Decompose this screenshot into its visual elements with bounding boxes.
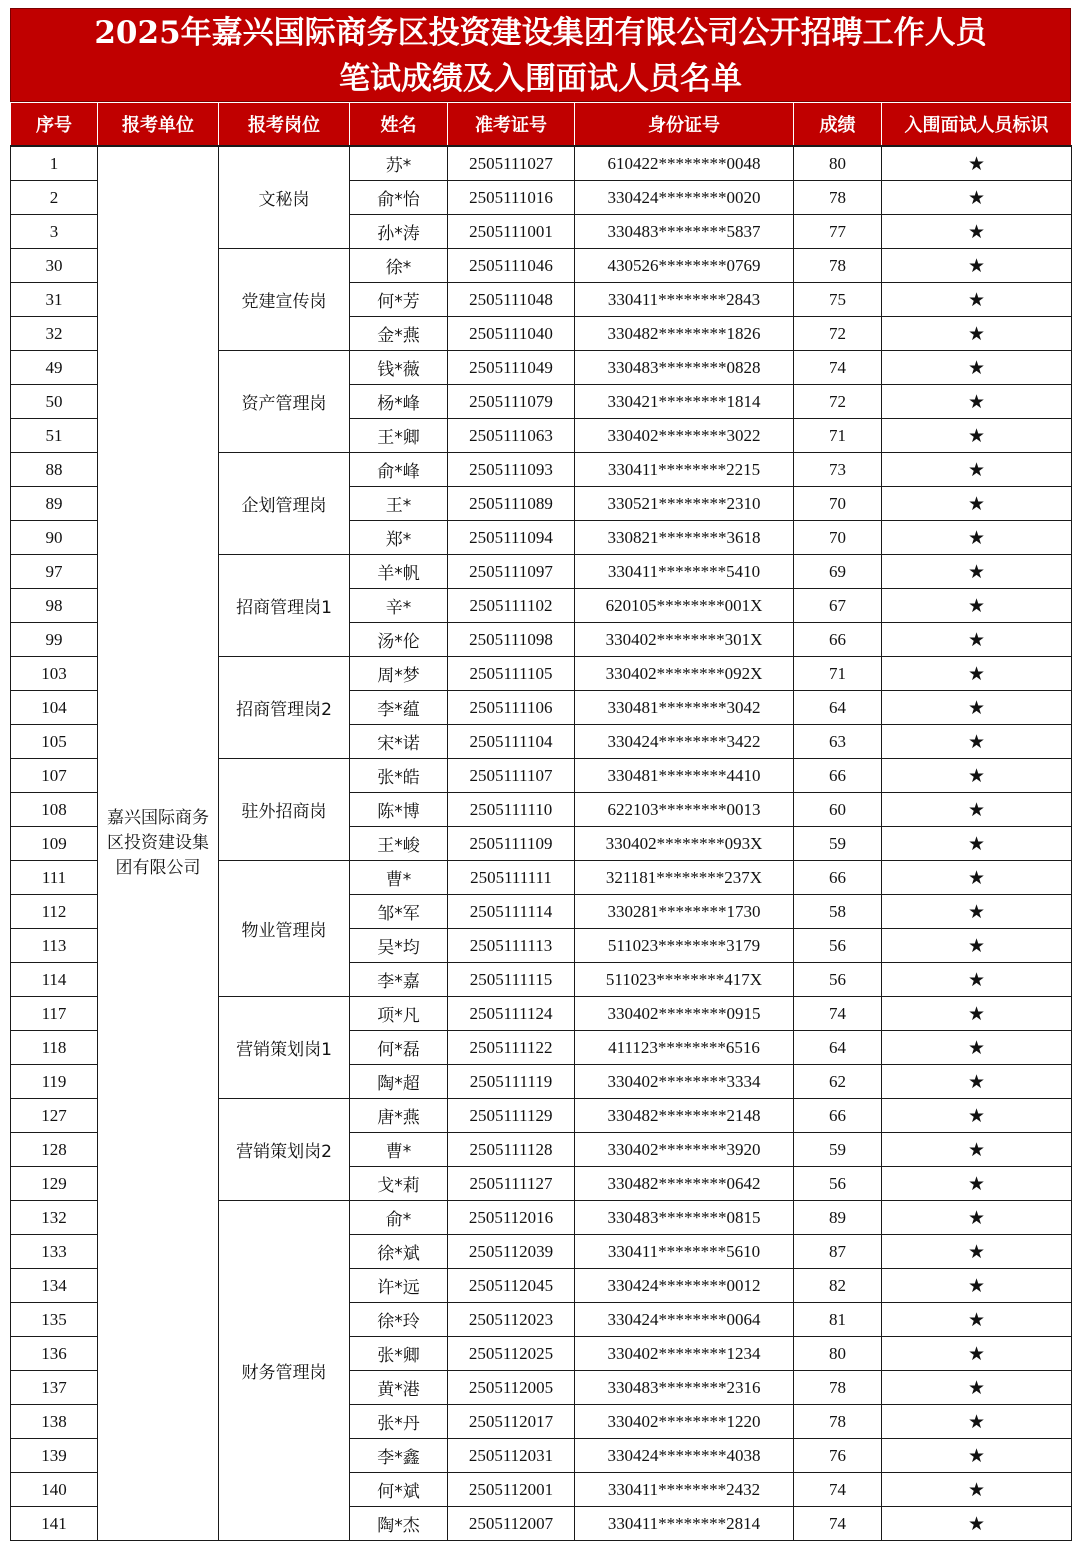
- score-cell: 77: [794, 215, 882, 249]
- id-card-cell: 330402********1234: [575, 1337, 794, 1371]
- score-cell: 70: [794, 521, 882, 555]
- score-cell: 74: [794, 997, 882, 1031]
- exam-id-cell: 2505111098: [448, 623, 575, 657]
- star-icon: ★: [882, 215, 1072, 249]
- name-cell: 何*斌: [350, 1473, 448, 1507]
- seq-cell: 109: [11, 827, 98, 861]
- star-icon: ★: [882, 1337, 1072, 1371]
- post-cell: 驻外招商岗: [219, 759, 350, 861]
- seq-cell: 2: [11, 181, 98, 215]
- id-card-cell: 610422********0048: [575, 146, 794, 181]
- score-cell: 60: [794, 793, 882, 827]
- exam-id-cell: 2505111111: [448, 861, 575, 895]
- id-card-cell: 330483********2316: [575, 1371, 794, 1405]
- seq-cell: 97: [11, 555, 98, 589]
- star-icon: ★: [882, 1303, 1072, 1337]
- id-card-cell: 330482********2148: [575, 1099, 794, 1133]
- name-cell: 汤*伦: [350, 623, 448, 657]
- exam-id-cell: 2505111094: [448, 521, 575, 555]
- name-cell: 徐*斌: [350, 1235, 448, 1269]
- score-cell: 63: [794, 725, 882, 759]
- id-card-cell: 330402********3920: [575, 1133, 794, 1167]
- seq-cell: 132: [11, 1201, 98, 1235]
- seq-cell: 98: [11, 589, 98, 623]
- seq-cell: 128: [11, 1133, 98, 1167]
- seq-cell: 113: [11, 929, 98, 963]
- id-card-cell: 620105********001X: [575, 589, 794, 623]
- id-card-cell: 330281********1730: [575, 895, 794, 929]
- exam-id-cell: 2505111089: [448, 487, 575, 521]
- exam-id-cell: 2505112023: [448, 1303, 575, 1337]
- id-card-cell: 330424********0020: [575, 181, 794, 215]
- star-icon: ★: [882, 827, 1072, 861]
- header-id-card: 身份证号: [575, 103, 794, 147]
- exam-id-cell: 2505112005: [448, 1371, 575, 1405]
- star-icon: ★: [882, 146, 1072, 181]
- id-card-cell: 330483********0815: [575, 1201, 794, 1235]
- exam-id-cell: 2505111102: [448, 589, 575, 623]
- score-cell: 80: [794, 1337, 882, 1371]
- id-card-cell: 330411********2814: [575, 1507, 794, 1541]
- seq-cell: 1: [11, 146, 98, 181]
- star-icon: ★: [882, 1371, 1072, 1405]
- id-card-cell: 511023********417X: [575, 963, 794, 997]
- name-cell: 黄*港: [350, 1371, 448, 1405]
- score-cell: 56: [794, 929, 882, 963]
- name-cell: 羊*帆: [350, 555, 448, 589]
- seq-cell: 139: [11, 1439, 98, 1473]
- name-cell: 吴*均: [350, 929, 448, 963]
- name-cell: 邹*军: [350, 895, 448, 929]
- seq-cell: 127: [11, 1099, 98, 1133]
- star-icon: ★: [882, 759, 1072, 793]
- seq-cell: 108: [11, 793, 98, 827]
- star-icon: ★: [882, 521, 1072, 555]
- score-cell: 71: [794, 419, 882, 453]
- name-cell: 李*嘉: [350, 963, 448, 997]
- seq-cell: 111: [11, 861, 98, 895]
- score-cell: 64: [794, 691, 882, 725]
- score-cell: 74: [794, 1473, 882, 1507]
- header-name: 姓名: [350, 103, 448, 147]
- seq-cell: 104: [11, 691, 98, 725]
- id-card-cell: 330521********2310: [575, 487, 794, 521]
- id-card-cell: 330481********3042: [575, 691, 794, 725]
- score-cell: 73: [794, 453, 882, 487]
- score-cell: 66: [794, 623, 882, 657]
- exam-id-cell: 2505111040: [448, 317, 575, 351]
- header-interview-mark: 入围面试人员标识: [882, 103, 1072, 147]
- score-cell: 78: [794, 1371, 882, 1405]
- exam-id-cell: 2505111104: [448, 725, 575, 759]
- name-cell: 张*丹: [350, 1405, 448, 1439]
- seq-cell: 140: [11, 1473, 98, 1507]
- score-cell: 80: [794, 146, 882, 181]
- exam-id-cell: 2505112039: [448, 1235, 575, 1269]
- star-icon: ★: [882, 1439, 1072, 1473]
- star-icon: ★: [882, 963, 1072, 997]
- seq-cell: 119: [11, 1065, 98, 1099]
- exam-id-cell: 2505111046: [448, 249, 575, 283]
- name-cell: 俞*怡: [350, 181, 448, 215]
- star-icon: ★: [882, 589, 1072, 623]
- exam-id-cell: 2505111110: [448, 793, 575, 827]
- star-icon: ★: [882, 487, 1072, 521]
- name-cell: 陈*博: [350, 793, 448, 827]
- score-cell: 56: [794, 1167, 882, 1201]
- star-icon: ★: [882, 181, 1072, 215]
- id-card-cell: 330482********1826: [575, 317, 794, 351]
- star-icon: ★: [882, 351, 1072, 385]
- id-card-cell: 330424********0012: [575, 1269, 794, 1303]
- name-cell: 王*卿: [350, 419, 448, 453]
- exam-id-cell: 2505111093: [448, 453, 575, 487]
- name-cell: 辛*: [350, 589, 448, 623]
- score-cell: 58: [794, 895, 882, 929]
- seq-cell: 88: [11, 453, 98, 487]
- exam-id-cell: 2505111124: [448, 997, 575, 1031]
- score-cell: 74: [794, 1507, 882, 1541]
- score-cell: 78: [794, 181, 882, 215]
- id-card-cell: 330402********093X: [575, 827, 794, 861]
- score-cell: 59: [794, 1133, 882, 1167]
- star-icon: ★: [882, 1405, 1072, 1439]
- name-cell: 周*梦: [350, 657, 448, 691]
- seq-cell: 105: [11, 725, 98, 759]
- exam-id-cell: 2505111079: [448, 385, 575, 419]
- exam-id-cell: 2505111016: [448, 181, 575, 215]
- name-cell: 徐*: [350, 249, 448, 283]
- exam-id-cell: 2505111049: [448, 351, 575, 385]
- id-card-cell: 330482********0642: [575, 1167, 794, 1201]
- id-card-cell: 411123********6516: [575, 1031, 794, 1065]
- name-cell: 项*凡: [350, 997, 448, 1031]
- name-cell: 许*远: [350, 1269, 448, 1303]
- name-cell: 唐*燕: [350, 1099, 448, 1133]
- seq-cell: 134: [11, 1269, 98, 1303]
- star-icon: ★: [882, 1269, 1072, 1303]
- post-cell: 文秘岗: [219, 146, 350, 249]
- exam-id-cell: 2505111115: [448, 963, 575, 997]
- id-card-cell: 330402********1220: [575, 1405, 794, 1439]
- exam-id-cell: 2505112017: [448, 1405, 575, 1439]
- score-cell: 56: [794, 963, 882, 997]
- star-icon: ★: [882, 453, 1072, 487]
- seq-cell: 112: [11, 895, 98, 929]
- score-cell: 82: [794, 1269, 882, 1303]
- name-cell: 孙*涛: [350, 215, 448, 249]
- exam-id-cell: 2505111119: [448, 1065, 575, 1099]
- id-card-cell: 330411********5410: [575, 555, 794, 589]
- seq-cell: 89: [11, 487, 98, 521]
- exam-id-cell: 2505111063: [448, 419, 575, 453]
- score-cell: 87: [794, 1235, 882, 1269]
- id-card-cell: 330402********301X: [575, 623, 794, 657]
- id-card-cell: 330821********3618: [575, 521, 794, 555]
- title-line-2: 笔试成绩及入围面试人员名单: [339, 61, 742, 97]
- id-card-cell: 330481********4410: [575, 759, 794, 793]
- star-icon: ★: [882, 1065, 1072, 1099]
- score-cell: 62: [794, 1065, 882, 1099]
- name-cell: 金*燕: [350, 317, 448, 351]
- name-cell: 王*峻: [350, 827, 448, 861]
- star-icon: ★: [882, 385, 1072, 419]
- score-cell: 76: [794, 1439, 882, 1473]
- score-cell: 67: [794, 589, 882, 623]
- results-sheet: [10, 8, 1071, 1541]
- unit-cell: 嘉兴国际商务区投资建设集团有限公司: [98, 146, 219, 1541]
- star-icon: ★: [882, 1099, 1072, 1133]
- seq-cell: 50: [11, 385, 98, 419]
- exam-id-cell: 2505111122: [448, 1031, 575, 1065]
- id-card-cell: 330421********1814: [575, 385, 794, 419]
- seq-cell: 51: [11, 419, 98, 453]
- star-icon: ★: [882, 1507, 1072, 1541]
- star-icon: ★: [882, 725, 1072, 759]
- post-cell: 资产管理岗: [219, 351, 350, 453]
- post-cell: 财务管理岗: [219, 1201, 350, 1541]
- score-cell: 75: [794, 283, 882, 317]
- exam-id-cell: 2505111048: [448, 283, 575, 317]
- seq-cell: 135: [11, 1303, 98, 1337]
- seq-cell: 129: [11, 1167, 98, 1201]
- name-cell: 俞*峰: [350, 453, 448, 487]
- score-cell: 70: [794, 487, 882, 521]
- exam-id-cell: 2505112016: [448, 1201, 575, 1235]
- post-cell: 营销策划岗1: [219, 997, 350, 1099]
- exam-id-cell: 2505111127: [448, 1167, 575, 1201]
- id-card-cell: 330411********2843: [575, 283, 794, 317]
- exam-id-cell: 2505112031: [448, 1439, 575, 1473]
- seq-cell: 138: [11, 1405, 98, 1439]
- name-cell: 张*皓: [350, 759, 448, 793]
- score-cell: 71: [794, 657, 882, 691]
- score-cell: 89: [794, 1201, 882, 1235]
- exam-id-cell: 2505112045: [448, 1269, 575, 1303]
- seq-cell: 136: [11, 1337, 98, 1371]
- exam-id-cell: 2505111107: [448, 759, 575, 793]
- exam-id-cell: 2505111105: [448, 657, 575, 691]
- seq-cell: 32: [11, 317, 98, 351]
- seq-cell: 118: [11, 1031, 98, 1065]
- score-cell: 72: [794, 317, 882, 351]
- star-icon: ★: [882, 1473, 1072, 1507]
- id-card-cell: 330424********0064: [575, 1303, 794, 1337]
- title-banner: [10, 8, 1071, 102]
- seq-cell: 133: [11, 1235, 98, 1269]
- id-card-cell: 511023********3179: [575, 929, 794, 963]
- star-icon: ★: [882, 793, 1072, 827]
- header-seq: 序号: [11, 103, 98, 147]
- table-row: [11, 146, 1072, 181]
- name-cell: 陶*超: [350, 1065, 448, 1099]
- id-card-cell: 330402********3022: [575, 419, 794, 453]
- post-cell: 招商管理岗1: [219, 555, 350, 657]
- title-line-1: 2025年嘉兴国际商务区投资建设集团有限公司公开招聘工作人员: [94, 15, 987, 51]
- name-cell: 杨*峰: [350, 385, 448, 419]
- name-cell: 俞*: [350, 1201, 448, 1235]
- score-cell: 66: [794, 759, 882, 793]
- score-cell: 72: [794, 385, 882, 419]
- star-icon: ★: [882, 895, 1072, 929]
- score-cell: 59: [794, 827, 882, 861]
- star-icon: ★: [882, 691, 1072, 725]
- name-cell: 郑*: [350, 521, 448, 555]
- name-cell: 李*鑫: [350, 1439, 448, 1473]
- id-card-cell: 330424********3422: [575, 725, 794, 759]
- seq-cell: 90: [11, 521, 98, 555]
- score-cell: 69: [794, 555, 882, 589]
- star-icon: ★: [882, 1167, 1072, 1201]
- results-table: [10, 102, 1072, 1541]
- score-cell: 78: [794, 1405, 882, 1439]
- score-cell: 74: [794, 351, 882, 385]
- seq-cell: 103: [11, 657, 98, 691]
- id-card-cell: 330402********092X: [575, 657, 794, 691]
- exam-id-cell: 2505112025: [448, 1337, 575, 1371]
- star-icon: ★: [882, 929, 1072, 963]
- name-cell: 曹*: [350, 1133, 448, 1167]
- star-icon: ★: [882, 623, 1072, 657]
- seq-cell: 30: [11, 249, 98, 283]
- header-row: [11, 103, 1072, 147]
- header-score: 成绩: [794, 103, 882, 147]
- id-card-cell: 330402********3334: [575, 1065, 794, 1099]
- seq-cell: 137: [11, 1371, 98, 1405]
- name-cell: 戈*莉: [350, 1167, 448, 1201]
- star-icon: ★: [882, 1201, 1072, 1235]
- name-cell: 徐*玲: [350, 1303, 448, 1337]
- star-icon: ★: [882, 419, 1072, 453]
- name-cell: 苏*: [350, 146, 448, 181]
- name-cell: 张*卿: [350, 1337, 448, 1371]
- score-cell: 66: [794, 861, 882, 895]
- table-body: [11, 146, 1072, 1541]
- post-cell: 招商管理岗2: [219, 657, 350, 759]
- id-card-cell: 430526********0769: [575, 249, 794, 283]
- exam-id-cell: 2505111128: [448, 1133, 575, 1167]
- score-cell: 64: [794, 1031, 882, 1065]
- id-card-cell: 330411********2432: [575, 1473, 794, 1507]
- score-cell: 66: [794, 1099, 882, 1133]
- star-icon: ★: [882, 555, 1072, 589]
- post-cell: 营销策划岗2: [219, 1099, 350, 1201]
- id-card-cell: 321181********237X: [575, 861, 794, 895]
- id-card-cell: 330411********5610: [575, 1235, 794, 1269]
- post-cell: 物业管理岗: [219, 861, 350, 997]
- name-cell: 陶*杰: [350, 1507, 448, 1541]
- id-card-cell: 330483********0828: [575, 351, 794, 385]
- id-card-cell: 330483********5837: [575, 215, 794, 249]
- header-unit: 报考单位: [98, 103, 219, 147]
- seq-cell: 107: [11, 759, 98, 793]
- name-cell: 王*: [350, 487, 448, 521]
- id-card-cell: 330411********2215: [575, 453, 794, 487]
- name-cell: 何*磊: [350, 1031, 448, 1065]
- star-icon: ★: [882, 861, 1072, 895]
- id-card-cell: 330402********0915: [575, 997, 794, 1031]
- post-cell: 党建宣传岗: [219, 249, 350, 351]
- seq-cell: 141: [11, 1507, 98, 1541]
- exam-id-cell: 2505111097: [448, 555, 575, 589]
- star-icon: ★: [882, 317, 1072, 351]
- name-cell: 何*芳: [350, 283, 448, 317]
- id-card-cell: 330424********4038: [575, 1439, 794, 1473]
- seq-cell: 114: [11, 963, 98, 997]
- star-icon: ★: [882, 657, 1072, 691]
- star-icon: ★: [882, 1133, 1072, 1167]
- seq-cell: 117: [11, 997, 98, 1031]
- seq-cell: 3: [11, 215, 98, 249]
- exam-id-cell: 2505111001: [448, 215, 575, 249]
- star-icon: ★: [882, 997, 1072, 1031]
- star-icon: ★: [882, 1031, 1072, 1065]
- name-cell: 曹*: [350, 861, 448, 895]
- exam-id-cell: 2505111027: [448, 146, 575, 181]
- score-cell: 81: [794, 1303, 882, 1337]
- id-card-cell: 622103********0013: [575, 793, 794, 827]
- seq-cell: 31: [11, 283, 98, 317]
- exam-id-cell: 2505111106: [448, 691, 575, 725]
- star-icon: ★: [882, 249, 1072, 283]
- header-post: 报考岗位: [219, 103, 350, 147]
- score-cell: 78: [794, 249, 882, 283]
- post-cell: 企划管理岗: [219, 453, 350, 555]
- star-icon: ★: [882, 1235, 1072, 1269]
- exam-id-cell: 2505111114: [448, 895, 575, 929]
- exam-id-cell: 2505111109: [448, 827, 575, 861]
- seq-cell: 99: [11, 623, 98, 657]
- header-exam-id: 准考证号: [448, 103, 575, 147]
- exam-id-cell: 2505111129: [448, 1099, 575, 1133]
- exam-id-cell: 2505112007: [448, 1507, 575, 1541]
- star-icon: ★: [882, 283, 1072, 317]
- name-cell: 钱*薇: [350, 351, 448, 385]
- name-cell: 李*蕴: [350, 691, 448, 725]
- name-cell: 宋*诺: [350, 725, 448, 759]
- seq-cell: 49: [11, 351, 98, 385]
- exam-id-cell: 2505112001: [448, 1473, 575, 1507]
- exam-id-cell: 2505111113: [448, 929, 575, 963]
